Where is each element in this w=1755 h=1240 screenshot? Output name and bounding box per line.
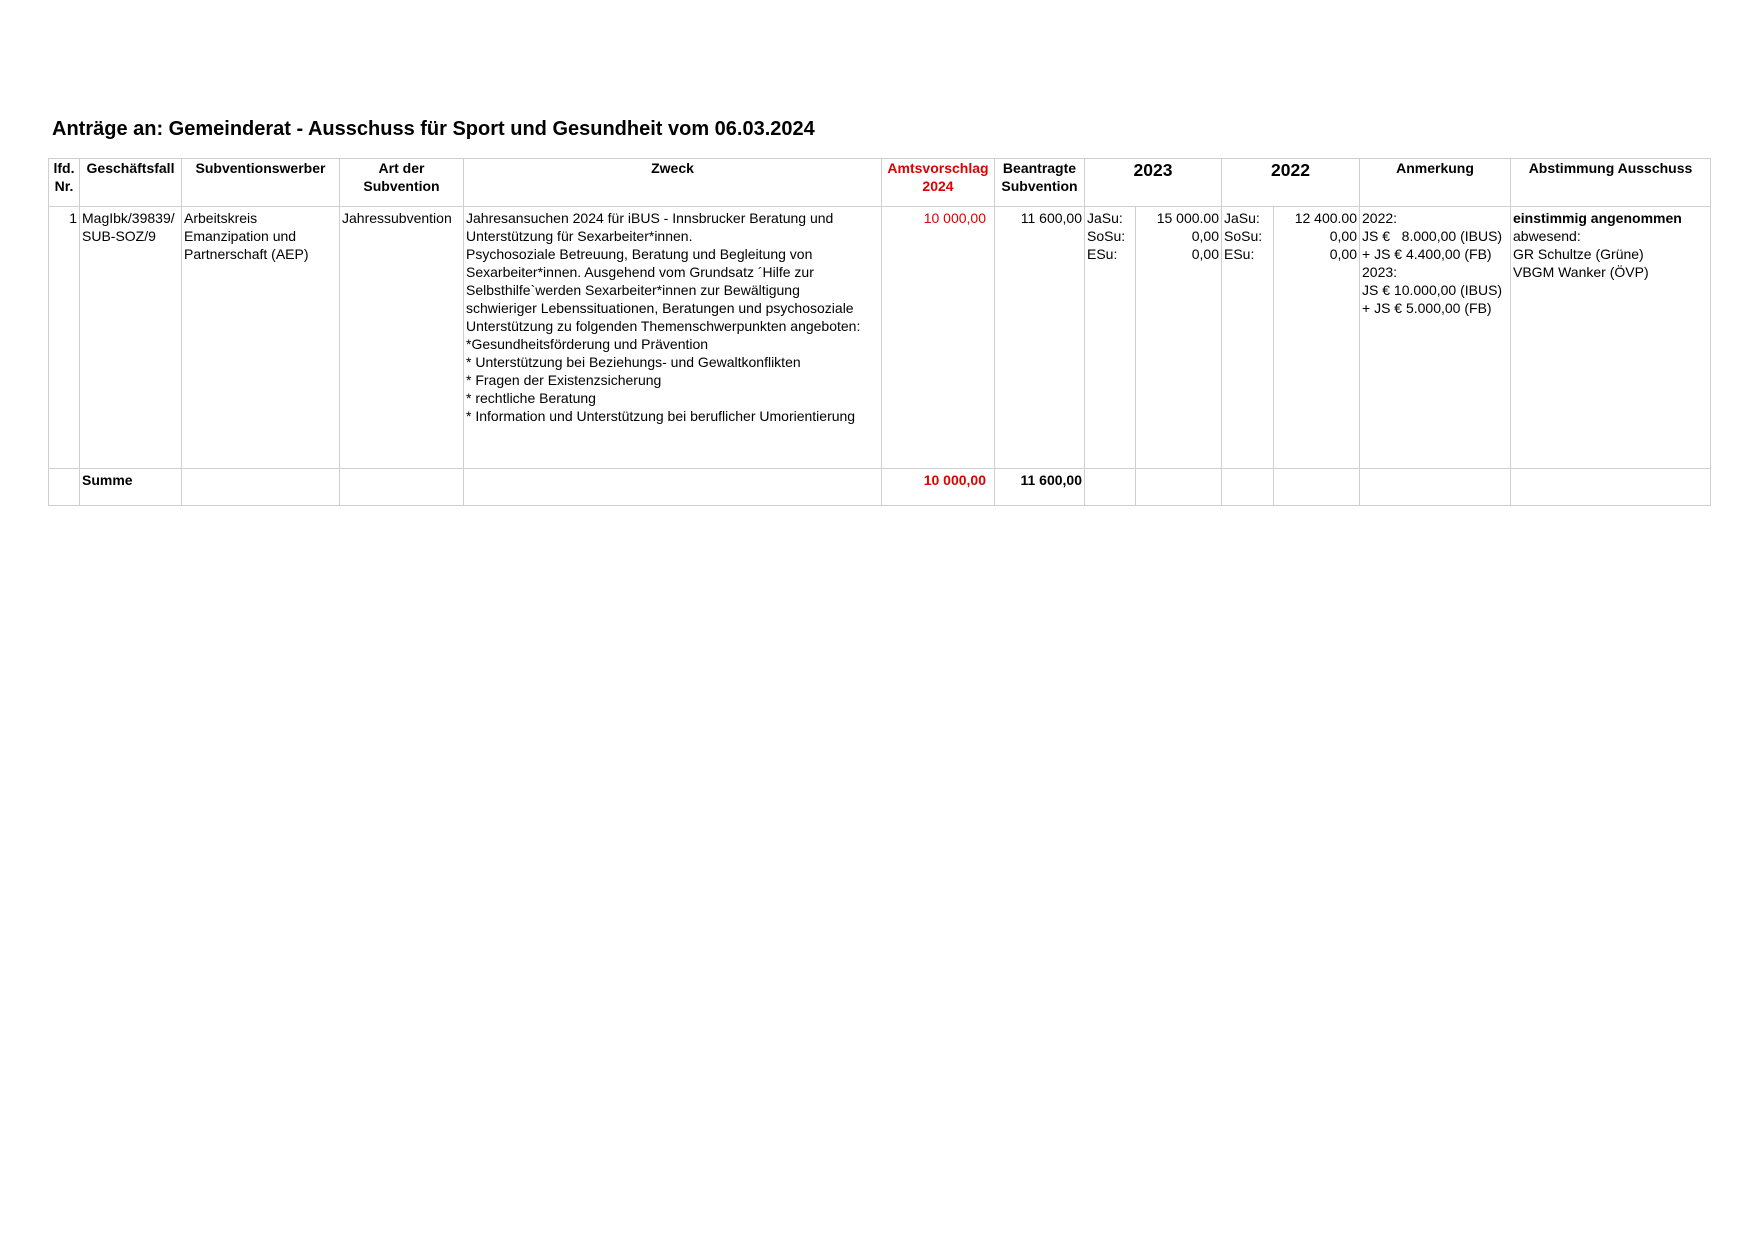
row-subventionswerber: Arbeitskreis Emanzipation und Partnerschaft (AEP)	[182, 207, 340, 469]
row-geschaeftsfall: MagIbk/39839/ SUB-SOZ/9	[80, 207, 182, 469]
row-nr: 1	[49, 207, 80, 469]
row-2023-values: 15 000.00 0,00 0,00	[1136, 207, 1222, 469]
summe-row	[49, 469, 1711, 506]
row-zweck: Jahresansuchen 2024 für iBUS - Innsbrucker Beratung und Unterstützung für Sexarbeiter*innen. Psychosoziale Betreuung, Beratung und Begleitung von Sexarbeiter*innen. Ausgehend vom Grundsatz ´Hilfe zur Selbsthilfe`werden Sexarbeiter*innen zur Bewältigung schwieriger Lebenssituationen, Beratungen und psychosoziale Unterstützung zu folgenden Themenschwerpunkten angeboten: *Gesundheitsförderung und Prävention * Unterstützung bei Beziehungs- und Gewaltkonflikten * Fragen der Existenzsicherung * rechtliche Beratung * Information und Unterstützung bei beruflicher Umorientierung	[464, 207, 882, 469]
row-2023-labels: JaSu: SoSu: ESu:	[1085, 207, 1136, 469]
header-subventionswerber: Subventionswerber	[182, 159, 340, 207]
row-art: Jahressubvention	[340, 207, 464, 469]
header-amtsvorschlag: Amtsvorschlag 2024	[882, 159, 995, 207]
header-row	[49, 159, 1711, 207]
row-2022-values: 12 400.00 0,00 0,00	[1274, 207, 1360, 469]
header-anmerkung: Anmerkung	[1360, 159, 1511, 207]
header-lfd: lfd. Nr.	[49, 159, 80, 207]
row-2022-labels: JaSu: SoSu: ESu:	[1222, 207, 1274, 469]
row-beantragte: 11 600,00	[995, 207, 1085, 469]
row-anmerkung: 2022: JS € 8.000,00 (IBUS) + JS € 4.400,00 (FB) 2023: JS € 10.000,00 (IBUS) + JS € 5.000,00 (FB)	[1360, 207, 1511, 469]
vote-result: einstimmig angenommen	[1513, 210, 1682, 226]
summe-beantragte: 11 600,00	[995, 469, 1085, 506]
header-year-2022: 2022	[1222, 159, 1360, 207]
row-abstimmung: einstimmig angenommen abwesend: GR Schultze (Grüne) VBGM Wanker (ÖVP)	[1511, 207, 1711, 469]
header-art: Art der Subvention	[340, 159, 464, 207]
summe-amtsvorschlag: 10 000,00	[882, 469, 995, 506]
header-year-2023: 2023	[1085, 159, 1222, 207]
table-row	[49, 207, 1711, 469]
header-geschaeftsfall: Geschäftsfall	[80, 159, 182, 207]
header-beantragte: Beantragte Subvention	[995, 159, 1085, 207]
row-amtsvorschlag: 10 000,00	[882, 207, 995, 469]
page-title: Anträge an: Gemeinderat - Ausschuss für Sport und Gesundheit vom 06.03.2024	[52, 118, 815, 140]
summe-label: Summe	[80, 469, 182, 506]
header-abstimmung: Abstimmung Ausschuss	[1511, 159, 1711, 207]
header-zweck: Zweck	[464, 159, 882, 207]
subsidy-table	[48, 158, 1711, 506]
